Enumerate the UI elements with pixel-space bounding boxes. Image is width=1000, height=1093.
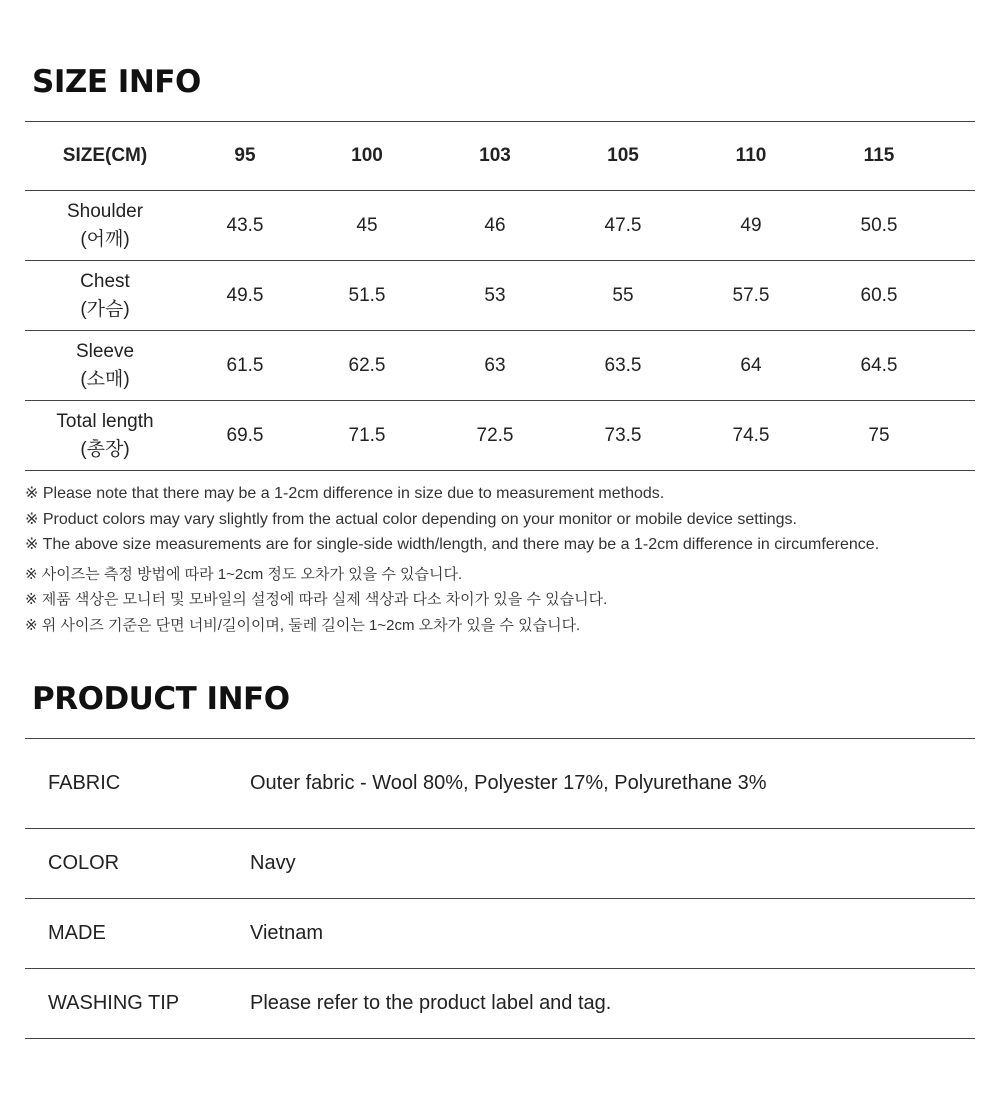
size-value: 63.5 (561, 331, 685, 401)
size-row-chest (25, 261, 975, 331)
size-info-title: SIZE INFO (32, 64, 201, 100)
size-notes (25, 481, 985, 638)
size-value: 63 (429, 331, 561, 401)
size-header-label: SIZE(CM) (25, 122, 185, 191)
size-header-cell: 95 (185, 122, 305, 191)
note-kr: ※ 위 사이즈 기준은 단면 너비/길이이며, 둘레 길이는 1~2cm 오차가 있을 수 있습니다. (25, 616, 581, 634)
size-value: 45 (305, 191, 429, 261)
row-label-cell (25, 401, 185, 471)
size-value: 50.5 (817, 191, 941, 261)
size-value: 60.5 (817, 261, 941, 331)
product-table (25, 738, 975, 1039)
size-value: 55 (561, 261, 685, 331)
product-info-title: PRODUCT INFO (32, 681, 290, 717)
note-en: ※ Product colors may vary slightly from the actual color depending on your monitor or mobile device settings. (25, 510, 797, 528)
note-en: ※ The above size measurements are for single-side width/length, and there may be a 1-2cm difference in circumference. (25, 536, 880, 553)
size-value: 72.5 (429, 401, 561, 471)
row-label: Total length (56, 410, 154, 432)
size-table (25, 121, 975, 471)
product-value: Outer fabric - Wool 80%, Polyester 17%, Polyurethane 3% (248, 739, 975, 829)
size-value: 57.5 (685, 261, 817, 331)
product-label: COLOR (25, 829, 248, 899)
size-value: 46 (429, 191, 561, 261)
product-label: MADE (25, 899, 248, 969)
size-value: 61.5 (185, 331, 305, 401)
size-value: 64.5 (817, 331, 941, 401)
size-header-cell: 105 (561, 122, 685, 191)
row-label-cell (25, 261, 185, 331)
size-value: 73.5 (561, 401, 685, 471)
size-value: 49.5 (185, 261, 305, 331)
product-value: Navy (248, 829, 975, 899)
size-value: 53 (429, 261, 561, 331)
row-label-cell (25, 191, 185, 261)
size-spacer (941, 401, 975, 471)
size-value: 43.5 (185, 191, 305, 261)
product-row-washing-tip (25, 969, 975, 1039)
size-value: 69.5 (185, 401, 305, 471)
size-value: 62.5 (305, 331, 429, 401)
note-en: ※ Please note that there may be a 1-2cm difference in size due to measurement methods. (25, 485, 665, 502)
size-value: 47.5 (561, 191, 685, 261)
product-label: WASHING TIP (25, 969, 248, 1039)
size-header-row (25, 122, 975, 191)
size-header-cell: 100 (305, 122, 429, 191)
size-value: 49 (685, 191, 817, 261)
size-value: 74.5 (685, 401, 817, 471)
product-row-fabric (25, 739, 975, 829)
product-label: FABRIC (25, 739, 248, 829)
note-kr: ※ 사이즈는 측정 방법에 따라 1~2cm 정도 오차가 있을 수 있습니다. (25, 565, 463, 583)
size-value: 75 (817, 401, 941, 471)
notes-kr (25, 562, 985, 639)
size-row-sleeve (25, 331, 975, 401)
size-spacer (941, 331, 975, 401)
product-row-color (25, 829, 975, 899)
row-label-kr: (가슴) (80, 298, 130, 320)
product-row-made (25, 899, 975, 969)
size-header-spacer (941, 122, 975, 191)
size-spacer (941, 261, 975, 331)
size-header-cell: 115 (817, 122, 941, 191)
row-label-kr: (총장) (80, 438, 130, 460)
size-row-shoulder (25, 191, 975, 261)
row-label: Chest (80, 270, 130, 292)
size-value: 51.5 (305, 261, 429, 331)
row-label-kr: (어깨) (80, 228, 130, 250)
size-header-cell: 110 (685, 122, 817, 191)
size-row-total-length (25, 401, 975, 471)
size-value: 71.5 (305, 401, 429, 471)
product-value: Please refer to the product label and tag. (248, 969, 975, 1039)
row-label-kr: (소매) (80, 368, 130, 390)
product-value: Vietnam (248, 899, 975, 969)
size-value: 64 (685, 331, 817, 401)
row-label-cell (25, 331, 185, 401)
row-label: Sleeve (75, 340, 135, 362)
size-spacer (941, 191, 975, 261)
size-header-cell: 103 (429, 122, 561, 191)
note-kr: ※ 제품 색상은 모니터 및 모바일의 설정에 따라 실제 색상과 다소 차이가 있을 수 있습니다. (25, 591, 608, 608)
row-label: Shoulder (66, 200, 144, 222)
